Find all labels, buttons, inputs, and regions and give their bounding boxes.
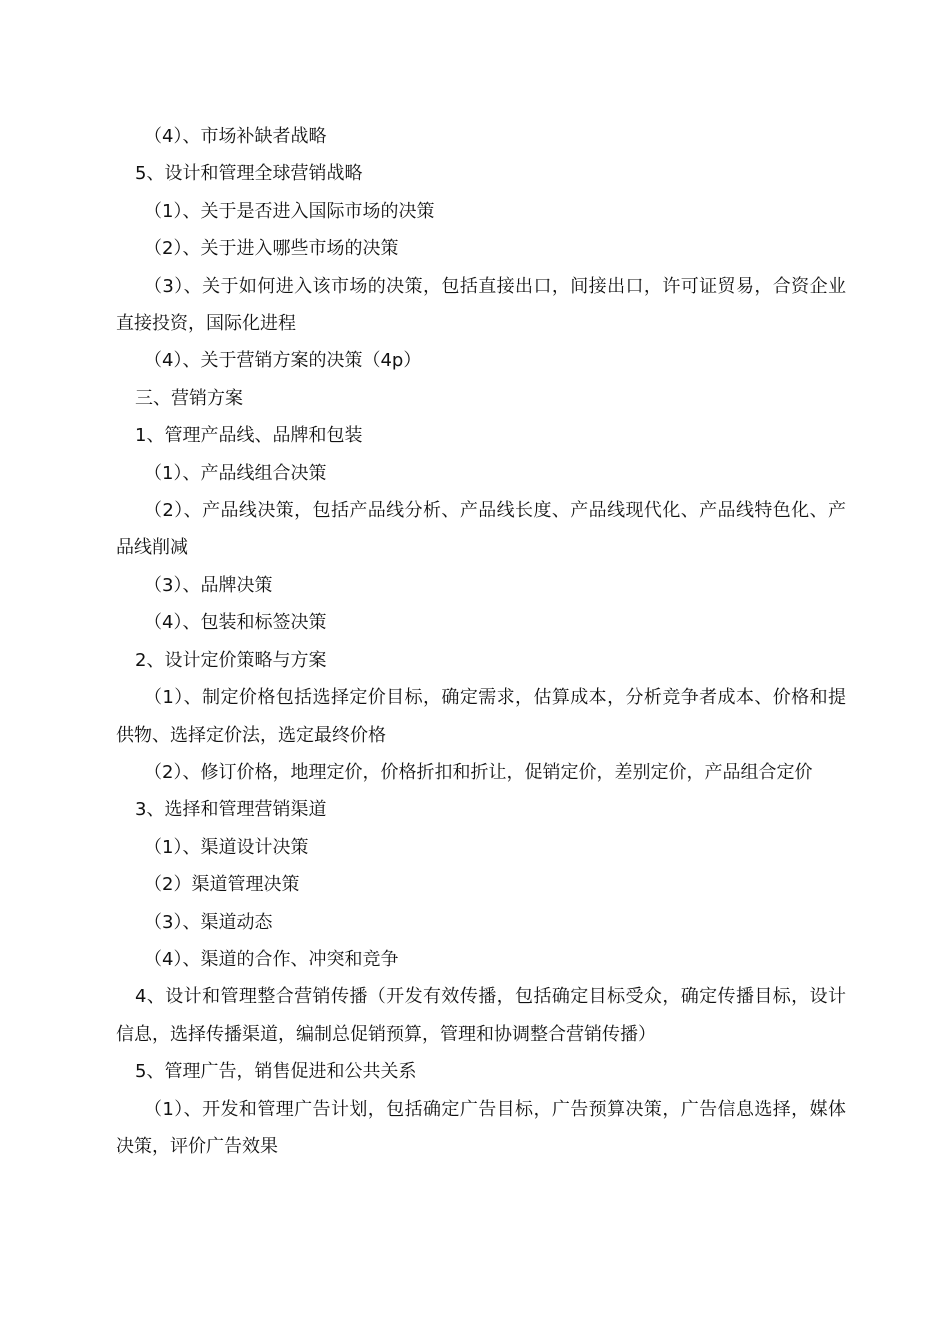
paragraph: （2）渠道管理决策: [144, 874, 300, 896]
paragraph: （2）、修订价格，地理定价，价格折扣和折让，促销定价，差别定价，产品组合定价: [144, 761, 813, 783]
paragraph: （3）、关于如何进入该市场的决策，包括直接出口，间接出口，许可证贸易，合资企业直接投资，国际化进程: [116, 275, 846, 335]
paragraph: （1）、关于是否进入国际市场的决策: [144, 200, 435, 222]
paragraph: （4）、关于营销方案的决策（4p）: [144, 350, 422, 372]
paragraph: （4）、渠道的合作、冲突和竞争: [144, 948, 399, 970]
paragraph: （4）、包装和标签决策: [144, 612, 327, 634]
paragraph: 4、设计和管理整合营销传播（开发有效传播，包括确定目标受众，确定传播目标，设计信息，选择传播渠道，编制总促销预算，管理和协调整合营销传播）: [116, 986, 846, 1045]
paragraph: 2、设计定价策略与方案: [135, 649, 327, 671]
paragraph: （3）、品牌决策: [144, 574, 273, 596]
paragraph: 5、管理广告，销售促进和公共关系: [135, 1061, 417, 1083]
section-heading: 三、营销方案: [135, 387, 243, 409]
paragraph: （2）、产品线决策，包括产品线分析、产品线长度、产品线现代化、产品线特色化、产品线削减: [116, 500, 846, 559]
paragraph: （2）、关于进入哪些市场的决策: [144, 238, 399, 260]
paragraph: （1）、渠道设计决策: [144, 836, 309, 858]
paragraph: 3、选择和管理营销渠道: [135, 799, 327, 821]
paragraph: （4）、市场补缺者战略: [144, 126, 327, 147]
paragraph: （1）、开发和管理广告计划，包括确定广告目标，广告预算决策，广告信息选择，媒体决策，评价广告效果: [116, 1098, 846, 1157]
paragraph: （1）、产品线组合决策: [144, 462, 327, 484]
paragraph: 1、管理产品线、品牌和包装: [135, 425, 363, 447]
document-body: [116, 118, 846, 1165]
paragraph: （3）、渠道动态: [144, 911, 273, 933]
paragraph: 5、设计和管理全球营销战略: [135, 163, 363, 185]
paragraph: （1）、制定价格包括选择定价目标，确定需求，估算成本，分析竞争者成本、价格和提供物、选择定价法，选定最终价格: [116, 687, 846, 746]
